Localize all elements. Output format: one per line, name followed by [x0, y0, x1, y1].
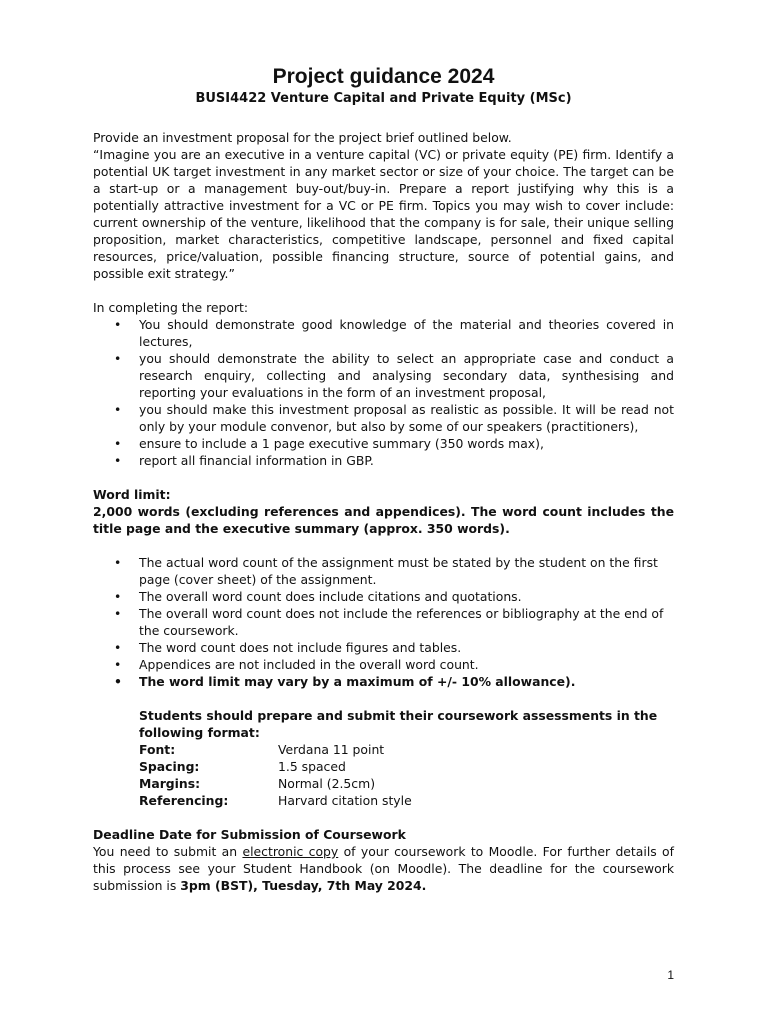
deadline-date: 3pm (BST), Tuesday, 7th May 2024. — [180, 878, 427, 893]
list-item: • ensure to include a 1 page executive summary (350 words max), — [114, 436, 544, 451]
list-item: • The actual word count of the assignment must be stated by the student on the first page (cover sheet) of the assignment. — [114, 555, 658, 587]
bullet-icon: • — [114, 555, 122, 570]
format-value: Verdana 11 point — [278, 742, 385, 757]
word-limit-heading: Word limit: — [93, 487, 171, 502]
list-item: • You should demonstrate good knowledge of the material and theories covered in lectures, — [114, 317, 674, 349]
list-item: • The overall word count does not include the references or bibliography at the end of the coursework. — [114, 606, 664, 638]
format-row-margins — [139, 775, 674, 792]
format-label: Spacing: — [139, 759, 200, 774]
submission-format — [93, 707, 674, 809]
word-limit-statement: 2,000 words (excluding references and appendices). The word count includes the title page and the executive summary (approx. 350 words). — [93, 504, 674, 536]
report-requirements-list — [93, 316, 674, 469]
module-subtitle: BUSI4422 Venture Capital and Private Equity (MSc) — [195, 91, 572, 106]
list-item: • The overall word count does include citations and quotations. — [114, 589, 522, 604]
page-number: 1 — [667, 968, 674, 982]
list-item: • Appendices are not included in the overall word count. — [114, 657, 479, 672]
document-page — [93, 64, 674, 894]
list-item: • The word limit may vary by a maximum of +/- 10% allowance). — [114, 674, 576, 689]
bullet-icon: • — [114, 317, 122, 332]
deadline-heading: Deadline Date for Submission of Coursework — [93, 827, 406, 842]
format-label: Margins: — [139, 776, 201, 791]
bullet-icon: • — [114, 402, 122, 417]
list-item: • you should make this investment proposal as realistic as possible. It will be read not only by your module convenor, but also by some of our speakers (practitioners), — [114, 402, 674, 434]
format-label: Font: — [139, 742, 176, 757]
bullet-icon: • — [114, 453, 122, 468]
list-item: • The word count does not include figures and tables. — [114, 640, 462, 655]
word-count-rules-list — [93, 554, 674, 690]
deadline-paragraph: You need to submit an electronic copy of your coursework to Moodle. For further details of this process see your Student Handbook (on Moodle). The deadline for the coursework submission is 3pm (BST), Tuesday, 7th May 2024. — [93, 844, 675, 893]
format-value: Harvard citation style — [278, 793, 412, 808]
format-row-font — [139, 741, 674, 758]
intro-line: Provide an investment proposal for the project brief outlined below. — [93, 130, 512, 145]
bullet-icon: • — [114, 640, 122, 655]
format-row-referencing — [139, 792, 674, 809]
list-item: • you should demonstrate the ability to select an appropriate case and conduct a research enquiry, collecting and analysing secondary data, synthesising and reporting your evaluations in the form of an investment proposal, — [114, 351, 674, 400]
format-value: 1.5 spaced — [278, 759, 346, 774]
format-value: Normal (2.5cm) — [278, 776, 376, 791]
bullet-icon: • — [114, 674, 122, 689]
project-brief: “Imagine you are an executive in a venture capital (VC) or private equity (PE) firm. Identify a potential UK target investment in any market sector or size of your choice. The target can be a start-up or a management buy-out/buy-in. Prepare a report justifying why this is a potentially attractive investment for a VC or PE firm. Topics you may wish to cover include: current ownership of the venture, likelihood that the company is for sale, their unique selling proposition, market characteristics, competitive landscape, personnel and fixed capital resources, price/valuation, possible financing structure, source of potential gains, and possible exit strategy.” — [93, 147, 674, 281]
format-label: Referencing: — [139, 793, 229, 808]
bullet-icon: • — [114, 606, 122, 621]
bullet-icon: • — [114, 436, 122, 451]
page-title: Project guidance 2024 — [272, 65, 495, 88]
bullet-icon: • — [114, 657, 122, 672]
electronic-copy-link[interactable]: electronic copy — [242, 844, 339, 859]
bullet-icon: • — [114, 351, 122, 366]
format-intro: Students should prepare and submit their coursework assessments in the following format: — [139, 708, 658, 740]
format-row-spacing — [139, 758, 674, 775]
report-heading: In completing the report: — [93, 300, 249, 315]
bullet-icon: • — [114, 589, 122, 604]
list-item: • report all financial information in GBP. — [114, 453, 374, 468]
